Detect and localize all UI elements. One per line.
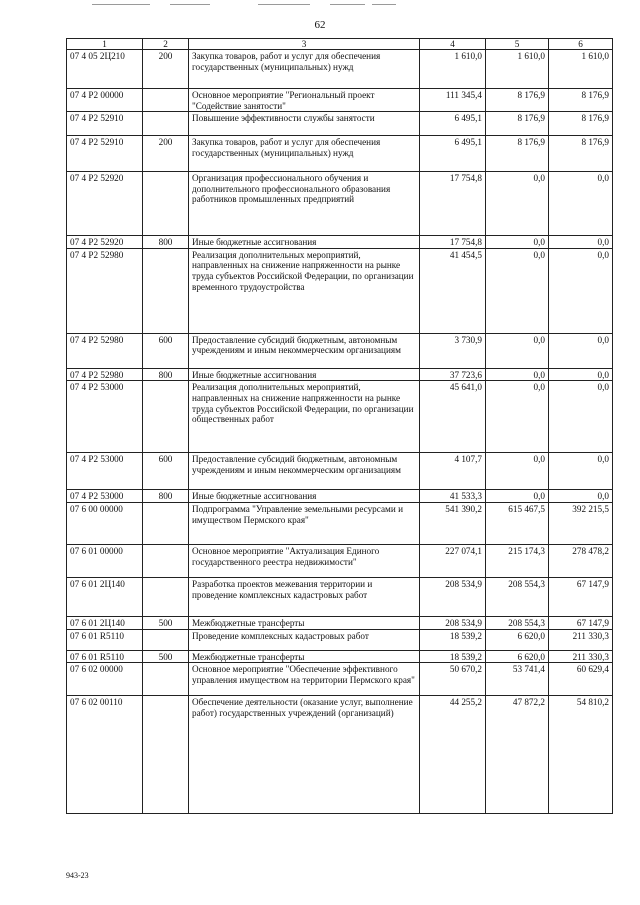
row-code: 07 4 Р2 52980 — [67, 248, 143, 333]
row-amount-1: 227 074,1 — [420, 544, 486, 577]
row-name: Реализация дополнительных мероприятий, направленных на снижение напряженности на рынке труда субъектов Российской Федерации, по организации временного трудоустройства — [189, 248, 420, 333]
row-amount-3: 0,0 — [549, 368, 613, 381]
row-amount-2: 8 176,9 — [486, 112, 549, 136]
row-amount-2: 8 176,9 — [486, 89, 549, 112]
table-row — [67, 616, 613, 629]
row-expense-type — [143, 663, 189, 696]
row-expense-type — [143, 248, 189, 333]
table-row — [67, 663, 613, 696]
row-amount-3: 67 147,9 — [549, 616, 613, 629]
row-amount-2: 0,0 — [486, 248, 549, 333]
row-name: Закупка товаров, работ и услуг для обеспечения государственных (муниципальных) нужд — [189, 50, 420, 89]
row-expense-type — [143, 112, 189, 136]
table-row — [67, 136, 613, 172]
table-row — [67, 577, 613, 616]
row-expense-type — [143, 502, 189, 544]
row-name: Основное мероприятие "Региональный проект "Содействие занятости" — [189, 89, 420, 112]
table-row — [67, 368, 613, 381]
row-amount-3: 278 478,2 — [549, 544, 613, 577]
row-name: Основное мероприятие "Актуализация Единого государственного реестра недвижимости" — [189, 544, 420, 577]
row-amount-3: 1 610,0 — [549, 50, 613, 89]
row-expense-type — [143, 172, 189, 236]
row-amount-1: 44 255,2 — [420, 696, 486, 814]
row-name: Реализация дополнительных мероприятий, направленных на снижение напряженности на рынке труда субъектов Российской Федерации, по организации общественных работ — [189, 381, 420, 453]
row-code: 07 6 02 00000 — [67, 663, 143, 696]
row-code: 07 6 01 2Ц140 — [67, 616, 143, 629]
table-row — [67, 696, 613, 814]
row-amount-2: 0,0 — [486, 236, 549, 249]
row-amount-3: 0,0 — [549, 381, 613, 453]
row-expense-type: 800 — [143, 368, 189, 381]
row-name: Иные бюджетные ассигнования — [189, 368, 420, 381]
row-name: Межбюджетные трансферты — [189, 650, 420, 663]
row-amount-2: 0,0 — [486, 172, 549, 236]
row-amount-1: 37 723,6 — [420, 368, 486, 381]
table-row — [67, 629, 613, 650]
row-name: Проведение комплексных кадастровых работ — [189, 629, 420, 650]
row-amount-3: 0,0 — [549, 490, 613, 503]
row-amount-2: 6 620,0 — [486, 629, 549, 650]
row-amount-3: 211 330,3 — [549, 629, 613, 650]
row-expense-type: 500 — [143, 616, 189, 629]
row-amount-1: 4 107,7 — [420, 453, 486, 490]
row-amount-2: 215 174,3 — [486, 544, 549, 577]
row-expense-type: 500 — [143, 650, 189, 663]
row-code: 07 6 01 R5110 — [67, 629, 143, 650]
row-code: 07 6 01 2Ц140 — [67, 577, 143, 616]
page-number: 62 — [314, 19, 326, 31]
row-amount-3: 0,0 — [549, 453, 613, 490]
row-amount-1: 45 641,0 — [420, 381, 486, 453]
row-amount-3: 0,0 — [549, 172, 613, 236]
row-amount-1: 6 495,1 — [420, 136, 486, 172]
row-amount-3: 54 810,2 — [549, 696, 613, 814]
col-header-name: 3 — [189, 39, 420, 50]
row-code: 07 4 Р2 52980 — [67, 333, 143, 368]
row-amount-3: 8 176,9 — [549, 112, 613, 136]
row-amount-3: 0,0 — [549, 248, 613, 333]
table-row — [67, 381, 613, 453]
row-code: 07 4 05 2Ц210 — [67, 50, 143, 89]
row-name: Разработка проектов межевания территории и проведение комплексных кадастровых работ — [189, 577, 420, 616]
row-expense-type: 600 — [143, 453, 189, 490]
table-header-row — [67, 39, 613, 50]
row-expense-type — [143, 544, 189, 577]
row-code: 07 4 Р2 52910 — [67, 112, 143, 136]
row-amount-1: 111 345,4 — [420, 89, 486, 112]
row-expense-type — [143, 577, 189, 616]
row-code: 07 4 Р2 53000 — [67, 381, 143, 453]
budget-table — [66, 38, 613, 814]
row-amount-2: 47 872,2 — [486, 696, 549, 814]
row-amount-2: 53 741,4 — [486, 663, 549, 696]
row-amount-1: 41 454,5 — [420, 248, 486, 333]
col-header-type: 2 — [143, 39, 189, 50]
row-expense-type: 800 — [143, 490, 189, 503]
row-amount-2: 0,0 — [486, 333, 549, 368]
table-row — [67, 490, 613, 503]
table-row — [67, 236, 613, 249]
row-name: Закупка товаров, работ и услуг для обеспечения государственных (муниципальных) нужд — [189, 136, 420, 172]
row-amount-1: 541 390,2 — [420, 502, 486, 544]
row-amount-1: 18 539,2 — [420, 629, 486, 650]
row-code: 07 6 02 00110 — [67, 696, 143, 814]
row-amount-1: 18 539,2 — [420, 650, 486, 663]
table-row — [67, 112, 613, 136]
row-name: Иные бюджетные ассигнования — [189, 236, 420, 249]
row-expense-type: 600 — [143, 333, 189, 368]
table-row — [67, 89, 613, 112]
row-code: 07 4 Р2 53000 — [67, 453, 143, 490]
row-name: Предоставление субсидий бюджетным, автономным учреждениям и иным некоммерческим организациям — [189, 453, 420, 490]
table-row — [67, 650, 613, 663]
row-amount-2: 0,0 — [486, 453, 549, 490]
table-row — [67, 248, 613, 333]
row-amount-2: 0,0 — [486, 490, 549, 503]
row-amount-1: 1 610,0 — [420, 50, 486, 89]
row-amount-3: 60 629,4 — [549, 663, 613, 696]
row-amount-1: 208 534,9 — [420, 616, 486, 629]
row-amount-2: 615 467,5 — [486, 502, 549, 544]
row-expense-type: 200 — [143, 50, 189, 89]
row-expense-type — [143, 629, 189, 650]
row-amount-1: 50 670,2 — [420, 663, 486, 696]
table-row — [67, 333, 613, 368]
row-code: 07 6 01 R5110 — [67, 650, 143, 663]
row-amount-1: 6 495,1 — [420, 112, 486, 136]
table-row — [67, 544, 613, 577]
col-header-amount-3: 6 — [549, 39, 613, 50]
row-amount-1: 17 754,8 — [420, 172, 486, 236]
row-amount-1: 3 730,9 — [420, 333, 486, 368]
row-code: 07 6 00 00000 — [67, 502, 143, 544]
row-name: Основное мероприятие "Обеспечение эффективного управления имуществом на территории Пермского края" — [189, 663, 420, 696]
row-name: Иные бюджетные ассигнования — [189, 490, 420, 503]
row-name: Подпрограмма "Управление земельными ресурсами и имуществом Пермского края" — [189, 502, 420, 544]
row-amount-2: 0,0 — [486, 381, 549, 453]
col-header-amount-2: 5 — [486, 39, 549, 50]
row-expense-type: 800 — [143, 236, 189, 249]
row-amount-1: 17 754,8 — [420, 236, 486, 249]
row-amount-1: 208 534,9 — [420, 577, 486, 616]
row-name: Обеспечение деятельности (оказание услуг, выполнение работ) государственных учреждений (организаций) — [189, 696, 420, 814]
row-amount-3: 0,0 — [549, 236, 613, 249]
footer-code: 943-23 — [66, 871, 89, 880]
table-row — [67, 502, 613, 544]
row-amount-2: 208 554,3 — [486, 577, 549, 616]
row-expense-type — [143, 89, 189, 112]
row-amount-1: 41 533,3 — [420, 490, 486, 503]
row-code: 07 4 Р2 00000 — [67, 89, 143, 112]
scan-top-edge — [0, 4, 640, 5]
row-name: Предоставление субсидий бюджетным, автономным учреждениям и иным некоммерческим организациям — [189, 333, 420, 368]
row-amount-2: 6 620,0 — [486, 650, 549, 663]
row-amount-2: 208 554,3 — [486, 616, 549, 629]
row-code: 07 4 Р2 52910 — [67, 136, 143, 172]
row-amount-3: 67 147,9 — [549, 577, 613, 616]
row-amount-2: 1 610,0 — [486, 50, 549, 89]
row-name: Повышение эффективности службы занятости — [189, 112, 420, 136]
row-expense-type: 200 — [143, 136, 189, 172]
row-amount-3: 211 330,3 — [549, 650, 613, 663]
row-code: 07 4 Р2 52920 — [67, 236, 143, 249]
row-name: Организация профессионального обучения и дополнительного профессионального образования работников промышленных предприятий — [189, 172, 420, 236]
row-amount-2: 0,0 — [486, 368, 549, 381]
table-row — [67, 50, 613, 89]
row-name: Межбюджетные трансферты — [189, 616, 420, 629]
row-code: 07 4 Р2 53000 — [67, 490, 143, 503]
row-code: 07 6 01 00000 — [67, 544, 143, 577]
col-header-code: 1 — [67, 39, 143, 50]
row-amount-3: 392 215,5 — [549, 502, 613, 544]
row-amount-3: 8 176,9 — [549, 89, 613, 112]
row-amount-3: 8 176,9 — [549, 136, 613, 172]
row-expense-type — [143, 381, 189, 453]
row-code: 07 4 Р2 52920 — [67, 172, 143, 236]
row-code: 07 4 Р2 52980 — [67, 368, 143, 381]
col-header-amount-1: 4 — [420, 39, 486, 50]
table-row — [67, 453, 613, 490]
table-row — [67, 172, 613, 236]
row-amount-2: 8 176,9 — [486, 136, 549, 172]
row-amount-3: 0,0 — [549, 333, 613, 368]
row-expense-type — [143, 696, 189, 814]
